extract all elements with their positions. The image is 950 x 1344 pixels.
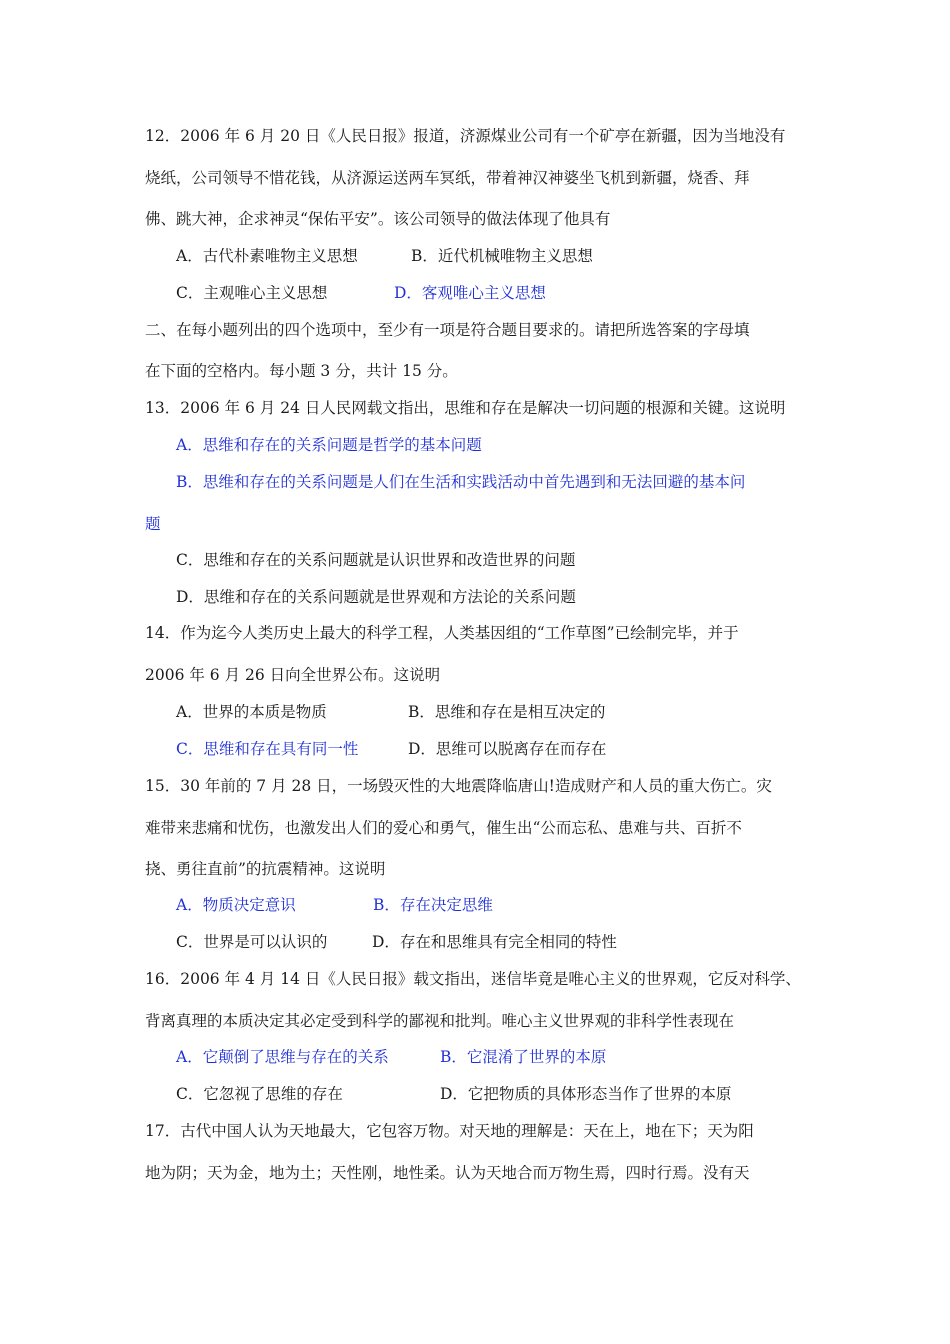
q15-option-a: A．物质决定意识 — [176, 896, 296, 914]
q13-option-b-line2: 题 — [145, 515, 161, 533]
q15-option-b: B．存在决定思维 — [373, 896, 493, 914]
q12-line2: 烧纸，公司领导不惜花钱，从济源运送两车冥纸，带着神汉神婆坐飞机到新疆，烧香、拜 — [145, 169, 750, 187]
q16-option-c: C．它忽视了思维的存在 — [176, 1085, 343, 1103]
q16-option-b: B．它混淆了世界的本原 — [440, 1048, 607, 1066]
q12-line3: 佛、跳大神，企求神灵“保佑平安”。该公司领导的做法体现了他具有 — [145, 210, 611, 228]
q14-line1: 14．作为迄今人类历史上最大的科学工程，人类基因组的“工作草图”已绘制完毕，并于 — [145, 624, 739, 642]
q15-option-c: C．世界是可以认识的 — [176, 933, 328, 951]
q12-option-d: D．客观唯心主义思想 — [394, 284, 546, 302]
q12-option-a: A．古代朴素唯物主义思想 — [176, 247, 358, 265]
q16-line1: 16．2006 年 4 月 14 日《人民日报》载文指出，迷信毕竟是唯心主义的世界观，它反对科学、 — [145, 970, 801, 988]
q17-line1: 17．古代中国人认为天地最大，它包容万物。对天地的理解是：天在上，地在下；天为阳 — [145, 1122, 754, 1140]
q15-line3: 挠、勇往直前”的抗震精神。这说明 — [145, 860, 386, 878]
q13-option-c: C．思维和存在的关系问题就是认识世界和改造世界的问题 — [176, 551, 576, 569]
q13-option-d: D．思维和存在的关系问题就是世界观和方法论的关系问题 — [176, 588, 576, 606]
q15-option-d: D．存在和思维具有完全相同的特性 — [372, 933, 617, 951]
q12-option-c: C．主观唯心主义思想 — [176, 284, 328, 302]
q15-line2: 难带来悲痛和忧伤，也激发出人们的爱心和勇气，催生出“公而忘私、患难与共、百折不 — [145, 819, 742, 837]
q14-option-a: A．世界的本质是物质 — [176, 703, 327, 721]
q13-line1: 13．2006 年 6 月 24 日人民网载文指出，思维和存在是解决一切问题的根源和关键。这说明 — [145, 399, 786, 417]
q14-line2: 2006 年 6 月 26 日向全世界公布。这说明 — [145, 666, 441, 684]
q14-option-b: B．思维和存在是相互决定的 — [408, 703, 606, 721]
q16-option-a: A．它颠倒了思维与存在的关系 — [176, 1048, 389, 1066]
section2-line2: 在下面的空格内。每小题 3 分，共计 15 分。 — [145, 362, 458, 380]
q14-option-c: C．思维和存在具有同一性 — [176, 740, 359, 758]
q15-line1: 15．30 年前的 7 月 28 日，一场毁灭性的大地震降临唐山!造成财产和人员的重大伤亡。灾 — [145, 777, 772, 795]
section2-line1: 二、在每小题列出的四个选项中，至少有一项是符合题目要求的。请把所选答案的字母填 — [145, 321, 750, 339]
q14-option-d: D．思维可以脱离存在而存在 — [408, 740, 607, 758]
q16-line2: 背离真理的本质决定其必定受到科学的鄙视和批判。唯心主义世界观的非科学性表现在 — [145, 1012, 735, 1030]
q13-option-a: A．思维和存在的关系问题是哲学的基本问题 — [176, 436, 482, 454]
q17-line2: 地为阴；天为金，地为土；天性刚，地性柔。认为天地合而万物生焉，四时行焉。没有天 — [145, 1164, 750, 1182]
q13-option-b-line1: B．思维和存在的关系问题是人们在生活和实践活动中首先遇到和无法回避的基本问 — [176, 473, 746, 491]
q12-option-b: B．近代机械唯物主义思想 — [411, 247, 593, 265]
q12-line1: 12．2006 年 6 月 20 日《人民日报》报道，济源煤业公司有一个矿亭在新疆，因为当地没有 — [145, 127, 786, 145]
q16-option-d: D．它把物质的具体形态当作了世界的本原 — [440, 1085, 732, 1103]
